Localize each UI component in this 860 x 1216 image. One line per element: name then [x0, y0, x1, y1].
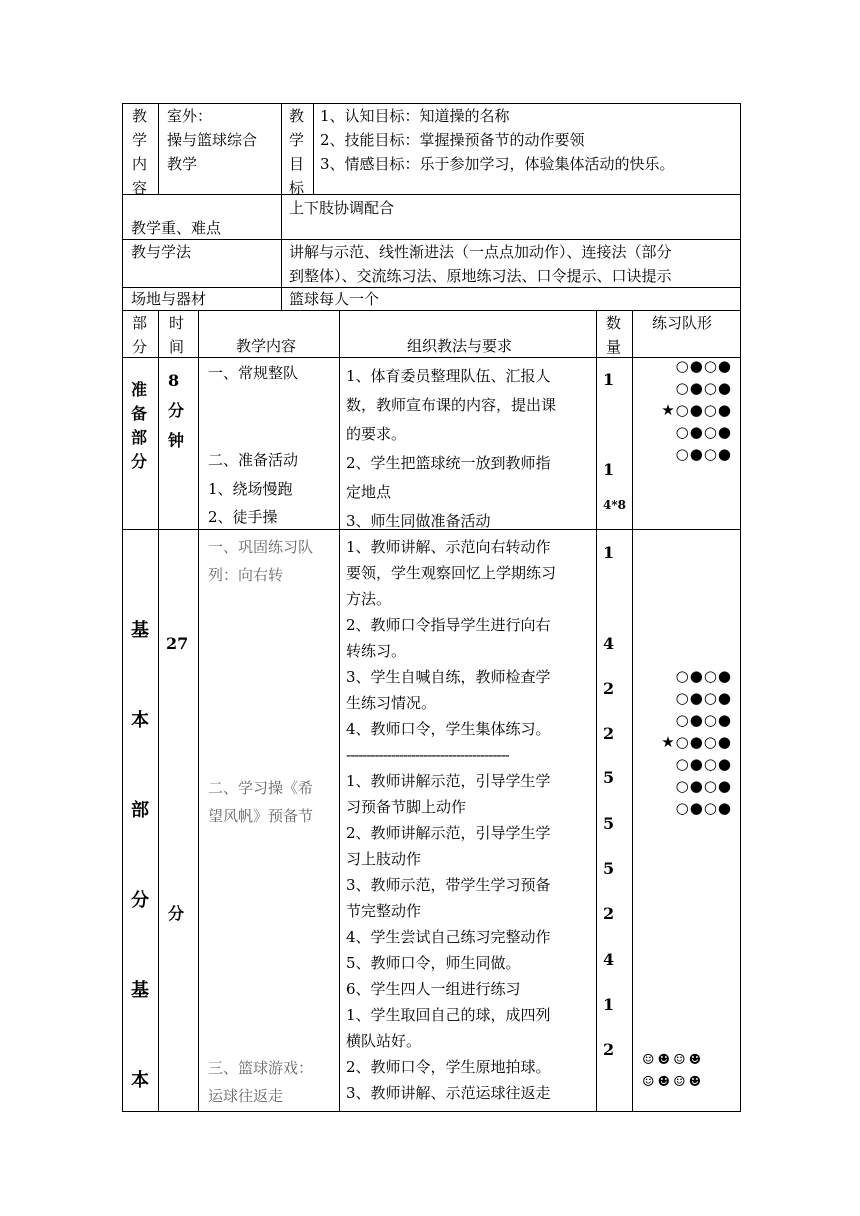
basic-count-10: 1 — [603, 995, 615, 1014]
basic-org: 1、教师讲解、示范向右转动作 要领，学生观察回忆上学期练习 方法。 2、教师口令指导学生进行向右 转练习。 3、学生自喊自练，教师检查学 生练习情况。 4、教师口令，学生集体练习。 ---------------------------------------- 1、教师讲解示范，引导学生学 习预备节脚上动作 2、教师讲解示范，引导学生学 习上肢动作 3、教师示范，带学生学习预备 节完整动作 4、学生尝试自己练习完整动作 5、教师口令，师生同做。 6、学生四人一组进行练习 1、学生取回自己的球，成四列 横队站好。 2、教师口令，学生原地拍球。 3、教师讲解、示范运球往返走 — [346, 538, 557, 1102]
basic-content-2: 二、学习操《希 望风帆》预备节 — [208, 779, 314, 825]
basic-content-3: 三、篮球游戏： 运球往返走 — [208, 1059, 314, 1105]
basic-count-3: 2 — [603, 679, 615, 698]
prep-time: 8 分 钟 — [168, 371, 185, 450]
basic-count-1: 1 — [603, 543, 615, 562]
col-count: 数 量 — [606, 314, 622, 356]
col-divider — [198, 310, 199, 1112]
row-divider — [122, 194, 741, 195]
basic-time-2: 分 — [168, 904, 185, 923]
basic-time-1: 27 — [166, 634, 189, 653]
basic-count-5: 5 — [603, 768, 615, 787]
basic-part: 基 本 部 分 基 本 — [131, 620, 149, 1091]
prep-content-3: 1、绕场慢跑 — [208, 480, 293, 498]
prep-content-4: 2、徒手操 — [208, 508, 278, 526]
prep-formation: ○●○● ○●○● ★○●○● ○●○● ○●○● — [661, 357, 732, 463]
prep-content-2: 二、准备活动 — [208, 451, 299, 469]
basic-count-2: 4 — [603, 634, 615, 653]
game-formation: ☺☻☺☻ ☺☻☺☻ — [642, 1052, 705, 1090]
col-divider — [596, 310, 597, 1112]
prep-part: 准 备 部 分 — [131, 380, 148, 471]
col-divider — [313, 103, 314, 194]
col-formation: 练习队形 — [652, 314, 713, 332]
label-teaching-content: 教 学 内 容 — [132, 107, 148, 197]
col-divider — [632, 310, 633, 1112]
method: 讲解与示范、线性渐进法（一点点加动作）、连接法（部分 到整体）、交流练习法、原地练习法、口令提示、口诀提示 — [289, 243, 672, 285]
col-divider — [281, 103, 282, 310]
teaching-content: 室外： 操与篮球综合 教学 — [167, 107, 258, 173]
basic-count-7: 5 — [603, 859, 615, 878]
prep-count-3: 4*8 — [603, 498, 626, 512]
basic-formation: ○●○● ○●○● ○●○● ★○●○● ○●○● ○●○● ○●○● — [661, 667, 732, 817]
basic-count-6: 5 — [603, 814, 615, 833]
label-method: 教与学法 — [131, 243, 192, 261]
label-teaching-goals: 教 学 目 标 — [289, 107, 305, 197]
label-key-points: 教学重、难点 — [131, 219, 222, 237]
prep-org: 1、体育委员整理队伍、汇报人 数，教师宣布课的内容，提出课 的要求。 2、学生把篮球统一放到教师指 定地点 3、师生同做准备活动 — [346, 367, 557, 530]
basic-count-4: 2 — [603, 724, 615, 743]
basic-count-9: 4 — [603, 950, 615, 969]
key-points: 上下肢协调配合 — [289, 199, 395, 217]
col-org: 组织教法与要求 — [407, 337, 513, 355]
prep-count-1: 1 — [603, 370, 615, 389]
row-divider — [122, 310, 741, 311]
col-time: 时 间 — [169, 314, 185, 356]
basic-count-8: 2 — [603, 904, 615, 923]
col-part: 部 分 — [132, 314, 148, 356]
teaching-goals: 1、认知目标：知道操的名称 2、技能目标：掌握操预备节的动作要领 3、情感目标：乐于参加学习，体验集体活动的快乐。 — [320, 107, 675, 173]
prep-count-2: 1 — [603, 460, 615, 479]
venue: 篮球每人一个 — [289, 290, 380, 308]
col-divider — [158, 103, 159, 194]
basic-content-1: 一、巩固练习队 列：向右转 — [208, 538, 314, 584]
prep-content-1: 一、常规整队 — [208, 364, 299, 382]
col-divider — [158, 310, 159, 1112]
label-venue: 场地与器材 — [131, 290, 207, 308]
col-content: 教学内容 — [236, 337, 297, 355]
basic-count-11: 2 — [603, 1040, 615, 1059]
col-divider — [339, 310, 340, 1112]
